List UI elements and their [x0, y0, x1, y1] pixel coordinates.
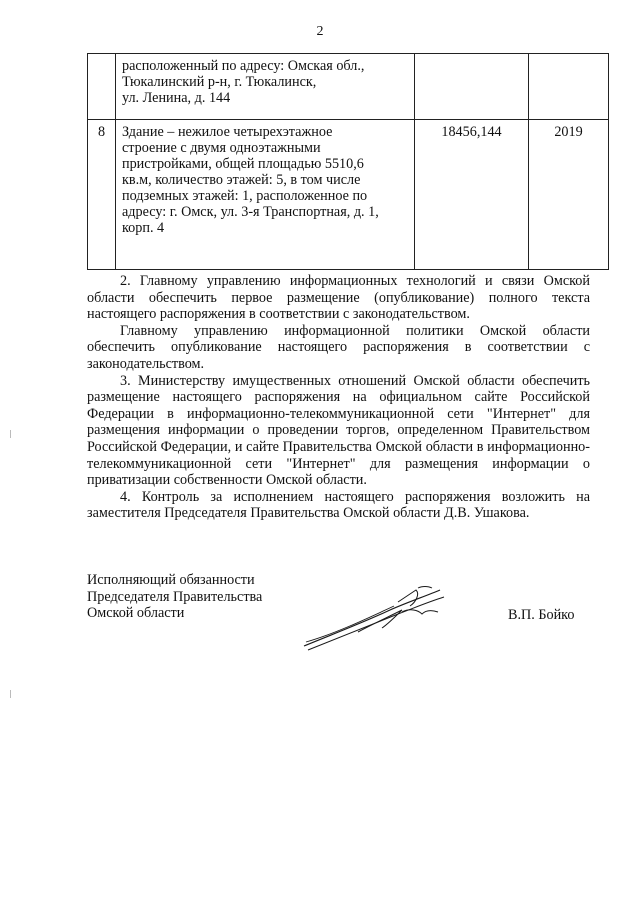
description-line: расположенный по адресу: Омская обл.,	[122, 58, 365, 74]
property-table	[87, 53, 609, 270]
paragraph: 3. Министерству имущественных отношений Омской области обеспечить размещение настоящего распоряжения на официальном сайте Российской Федерации в информационно-телекоммуникационной сети "Интернет" для размещения информации о проведении торгов, определенном Правительством Российской Федерации, и сайте Правительства Омской области в информационно-телекоммуникационной сети "Интернет" для размещения информации о приватизации собственности Омской области.	[87, 372, 590, 489]
description-line: Тюкалинский р-н, г. Тюкалинск,	[122, 74, 317, 90]
handwritten-signature	[298, 580, 448, 655]
signatory-name: В.П. Бойко	[508, 607, 575, 623]
scan-margin-mark	[10, 430, 11, 438]
signatory-position	[87, 572, 262, 622]
description-line: Здание – нежилое четырехэтажное	[122, 124, 333, 140]
position-line: Исполняющий обязанности	[87, 572, 255, 588]
description-line: ул. Ленина, д. 144	[122, 90, 231, 106]
row-year	[529, 54, 609, 120]
scan-margin-mark	[10, 690, 11, 698]
description-line: подземных этажей: 1, расположенное по	[122, 188, 368, 204]
page-number: 2	[316, 24, 324, 39]
description-line: корп. 4	[122, 220, 165, 236]
description-line: строение с двумя одноэтажными	[122, 140, 321, 156]
position-line: Председателя Правительства	[87, 588, 263, 605]
table-row	[88, 54, 609, 120]
paragraph: 4. Контроль за исполнением настоящего распоряжения возложить на заместителя Председателя Правительства Омской области Д.В. Ушакова.	[87, 488, 590, 522]
row-number: 8	[88, 120, 116, 270]
row-year: 2019	[529, 120, 609, 270]
row-area: 18456,144	[415, 120, 529, 270]
table-row	[88, 120, 609, 270]
description-line: пристройками, общей площадью 5510,6	[122, 156, 364, 172]
row-number	[88, 54, 116, 120]
paragraph: Главному управлению информационной политики Омской области обеспечить опубликование настоящего распоряжения в соответствии с законодательством.	[87, 322, 590, 372]
row-area	[415, 54, 529, 120]
description-line: адресу: г. Омск, ул. 3-я Транспортная, д. 1,	[122, 204, 379, 220]
description-line: кв.м, количество этажей: 5, в том числе	[122, 172, 361, 188]
paragraph: 2. Главному управлению информационных технологий и связи Омской области обеспечить первое размещение (опубликование) полного текста настоящего распоряжения в соответствии с законодательством.	[87, 273, 590, 323]
position-line: Омской области	[87, 605, 185, 622]
body-text	[87, 273, 590, 522]
row-description	[116, 54, 415, 120]
row-description	[116, 120, 415, 270]
